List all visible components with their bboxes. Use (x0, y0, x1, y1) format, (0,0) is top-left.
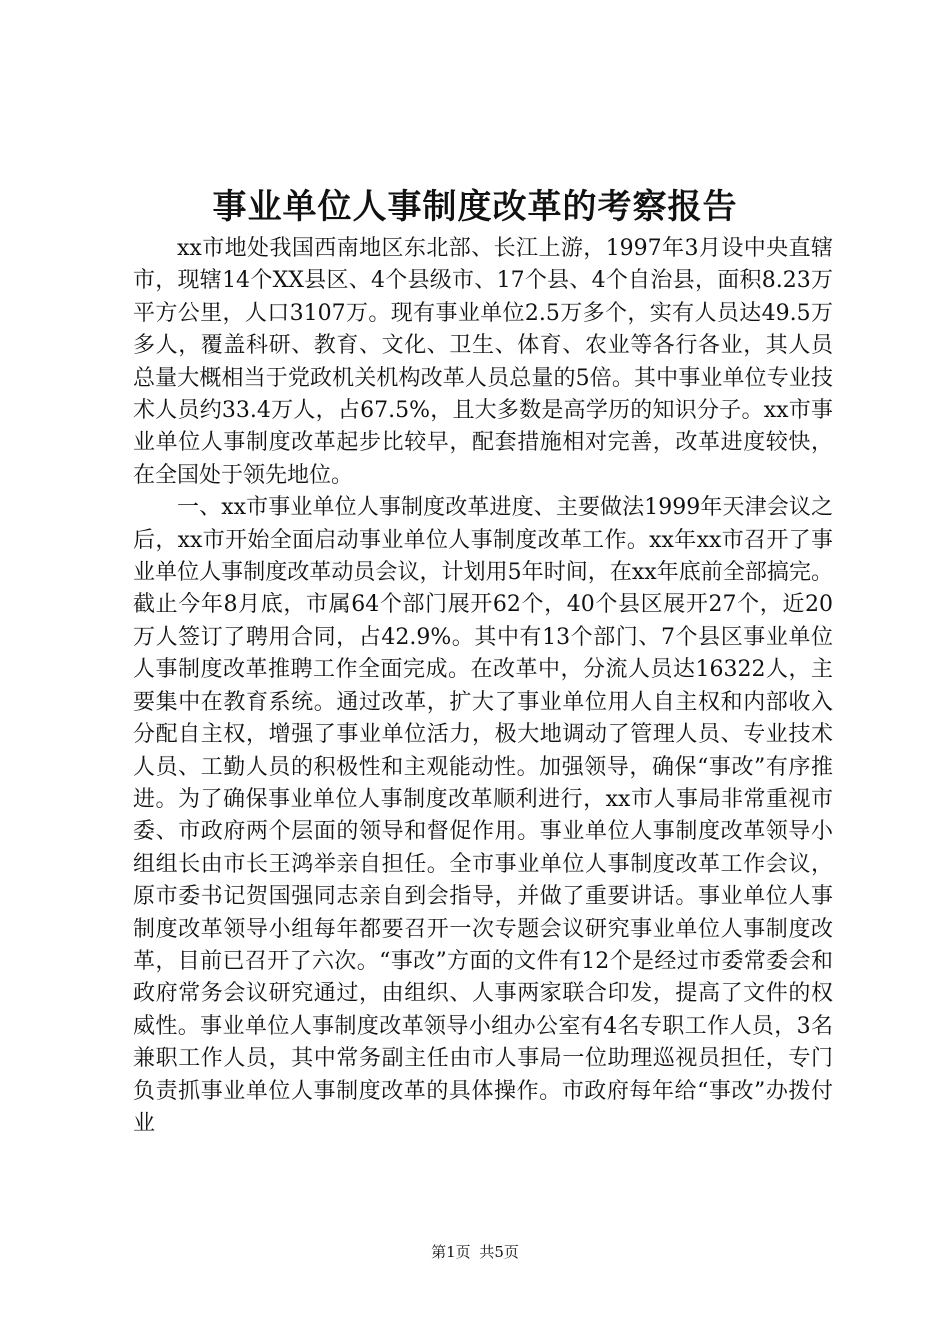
page-number: 第1页 (431, 1243, 471, 1261)
page-total: 共5页 (479, 1243, 519, 1261)
document-body (133, 233, 833, 1140)
paragraph-section-one: 一、xx市事业单位人事制度改革进度、主要做法1999年天津会议之后，xx市开始全面启动事业单位人事制度改革工作。xx年xx市召开了事业单位人事制度改革动员会议，计划用5年时间，在xx年底前全部搞完。截止今年8月底，市属64个部门展开62个，40个县区展开27个，近20万人签订了聘用合同，占42.9%。其中有13个部门、7个县区事业单位人事制度改革推聘工作全面完成。在改革中，分流人员达16322人，主要集中在教育系统。通过改革，扩大了事业单位用人自主权和内部收入分配自主权，增强了事业单位活力，极大地调动了管理人员、专业技术人员、工勤人员的积极性和主观能动性。加强领导，确保“事改”有序推进。为了确保事业单位人事制度改革顺利进行，xx市人事局非常重视市委、市政府两个层面的领导和督促作用。事业单位人事制度改革领导小组组长由市长王鸿举亲自担任。全市事业单位人事制度改革工作会议，原市委书记贺国强同志亲自到会指导，并做了重要讲话。事业单位人事制度改革领导小组每年都要召开一次专题会议研究事业单位人事制度改革，目前已召开了六次。“事改”方面的文件有12个是经过市委常委会和政府常务会议研究通过，由组织、人事两家联合印发，提高了文件的权威性。事业单位人事制度改革领导小组办公室有4名专职工作人员，3名兼职工作人员，其中常务副主任由市人事局一位助理巡视员担任，专门负责抓事业单位人事制度改革的具体操作。市政府每年给“事改”办拨付业 (133, 495, 833, 1136)
page-footer (0, 1242, 950, 1262)
paragraph-intro: xx市地处我国西南地区东北部、长江上游，1997年3月设中央直辖市，现辖14个XX县区、4个县级市、17个县、4个自治县，面积8.23万平方公里，人口3107万。现有事业单位2.5万多个，实有人员达49.5万多人，覆盖科研、教育、文化、卫生、体育、农业等各行各业，其人员总量大概相当于党政机关机构改革人员总量的5倍。其中事业单位专业技术人员约33.4万人，占67.5%，且大多数是高学历的知识分子。xx市事业单位人事制度改革起步比较早，配套措施相对完善，改革进度较快，在全国处于领先地位。 (133, 236, 833, 488)
document-title: 事业单位人事制度改革的考察报告 (212, 187, 738, 227)
